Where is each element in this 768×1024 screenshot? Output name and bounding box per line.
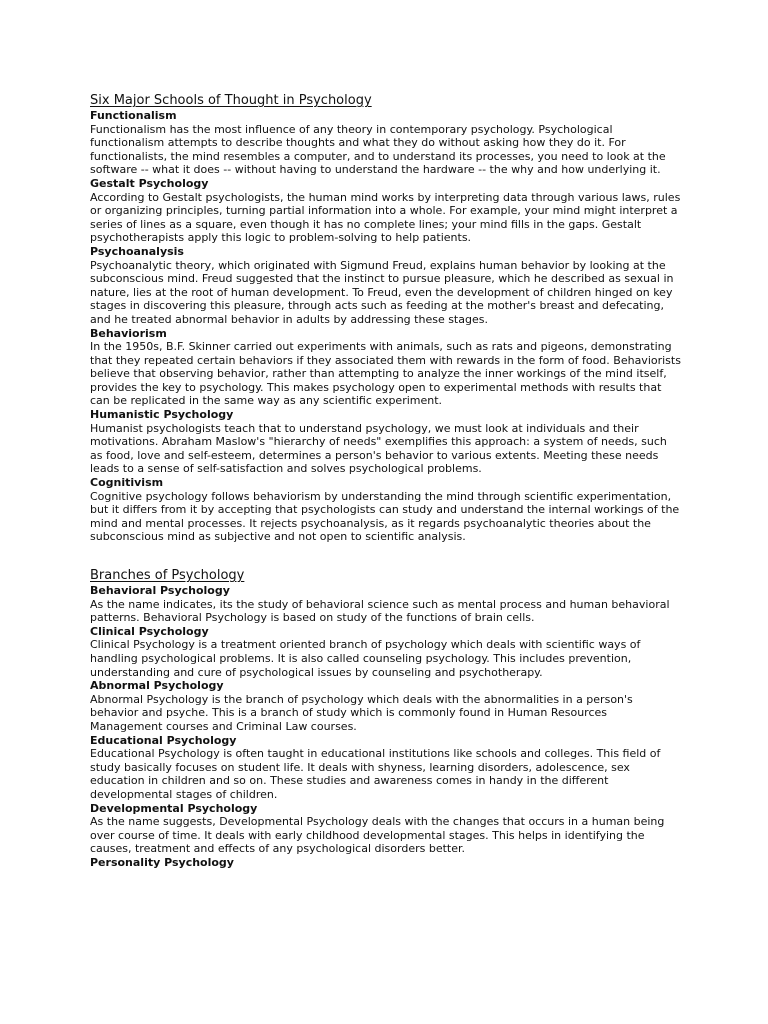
entry-heading: Developmental Psychology (90, 801, 258, 815)
entry-heading: Cognitivism (90, 476, 164, 490)
entry-educational-psychology (90, 734, 682, 802)
entry-gestalt-psychology (90, 177, 682, 245)
entry-cognitivism (90, 476, 682, 544)
entry-developmental-psychology (90, 802, 682, 856)
entry-heading: Psychoanalysis (90, 244, 184, 258)
section-title: Branches of Psychology (90, 568, 245, 583)
entry-body: In the 1950s, B.F. Skinner carried out experiments with animals, such as rats and pigeons, demonstrating that they repeated certain behaviors if they associated them with rewards in the form of food. Behaviorists believe that observing behavior, rather than attempting to analyze the inner workings of the mind itself, provides the key to psychology. This makes psychology open to experimental methods with results that can be replicated in the same way as any scientific experiment. (90, 340, 681, 408)
entry-body: As the name indicates, its the study of behavioral science such as mental process and human behavioral patterns. Behavioral Psychology is based on study of the functions of brain cells. (90, 597, 670, 625)
entry-heading: Behavioral Psychology (90, 584, 230, 597)
entry-heading: Educational Psychology (90, 733, 237, 747)
entry-heading: Behaviorism (90, 326, 167, 340)
entry-heading: Clinical Psychology (90, 624, 209, 638)
entry-humanistic-psychology (90, 408, 682, 476)
entry-behavioral-psychology (90, 584, 682, 625)
entry-functionalism (90, 109, 682, 177)
entry-body: Clinical Psychology is a treatment oriented branch of psychology which deals with scientific ways of handling psychological problems. It is also called counseling psychology. This includes prevention, understanding and cure of psychological issues by counseling and psychotherapy. (90, 638, 641, 679)
entry-body: As the name suggests, Developmental Psychology deals with the changes that occurs in a human being over course of time. It deals with early childhood developmental stages. This helps in identifying the causes, treatment and effects of any psychological disorders better. (90, 815, 665, 856)
entry-psychoanalysis (90, 245, 682, 327)
entry-body: Humanist psychologists teach that to understand psychology, we must look at individuals and their motivations. Abraham Maslow's "hierarchy of needs" exemplifies this approach: a system of needs, such as food, love and self-esteem, determines a person's behavior to various extents. Meeting these needs leads to a sense of self-satisfaction and solves psychological problems. (90, 421, 667, 476)
entry-behaviorism (90, 327, 682, 409)
entry-heading: Functionalism (90, 109, 177, 122)
entry-heading: Humanistic Psychology (90, 408, 234, 422)
entry-clinical-psychology (90, 625, 682, 679)
entry-heading: Gestalt Psychology (90, 176, 209, 190)
entry-body: Psychoanalytic theory, which originated with Sigmund Freud, explains human behavior by looking at the subconscious mind. Freud suggested that the instinct to pursue pleasure, which he described as sexual in nature, lies at the root of human development. To Freud, even the development of children hinged on key stages in discovering this pleasure, through acts such as feeding at the mother's breast and defecating, and he treated abnormal behavior in adults by addressing these stages. (90, 258, 674, 326)
section-schools-of-thought (90, 93, 682, 544)
entry-personality-psychology (90, 856, 682, 870)
entry-heading: Personality Psychology (90, 855, 234, 869)
entry-abnormal-psychology (90, 679, 682, 733)
entry-heading: Abnormal Psychology (90, 679, 224, 693)
entry-body: Functionalism has the most influence of any theory in contemporary psychology. Psychological functionalism attempts to describe thoughts and what they do without asking how they do it. For functionalists, the mind resembles a computer, and to understand its processes, you need to look at the software -- what it does -- without having to understand the hardware -- the why and how underlying it. (90, 122, 666, 177)
section-title: Six Major Schools of Thought in Psychology (90, 93, 372, 108)
entry-body: According to Gestalt psychologists, the human mind works by interpreting data through various laws, rules or organizing principles, turning partial information into a whole. For example, your mind might interpret a series of lines as a square, even though it has no complete lines; your mind fills in the gaps. Gestalt psychotherapists apply this logic to problem-solving to help patients. (90, 190, 681, 245)
entry-body: Abnormal Psychology is the branch of psychology which deals with the abnormalities in a person's behavior and psyche. This is a branch of study which is commonly found in Human Resources Management courses and Criminal Law courses. (90, 692, 633, 733)
document-page (90, 93, 682, 869)
entry-body: Cognitive psychology follows behaviorism by understanding the mind through scientific experimentation, but it differs from it by accepting that psychologists can study and understand the internal workings of the mind and mental processes. It rejects psychoanalysis, as it regards psychoanalytic theories about the subconscious mind as subjective and not open to scientific analysis. (90, 489, 680, 544)
section-branches-of-psychology (90, 568, 682, 869)
entry-body: Educational Psychology is often taught in educational institutions like schools and colleges. This field of study basically focuses on student life. It deals with shyness, learning disorders, adolescence, sex education in children and so on. These studies and awareness comes in handy in the different developmental stages of children. (90, 747, 661, 801)
